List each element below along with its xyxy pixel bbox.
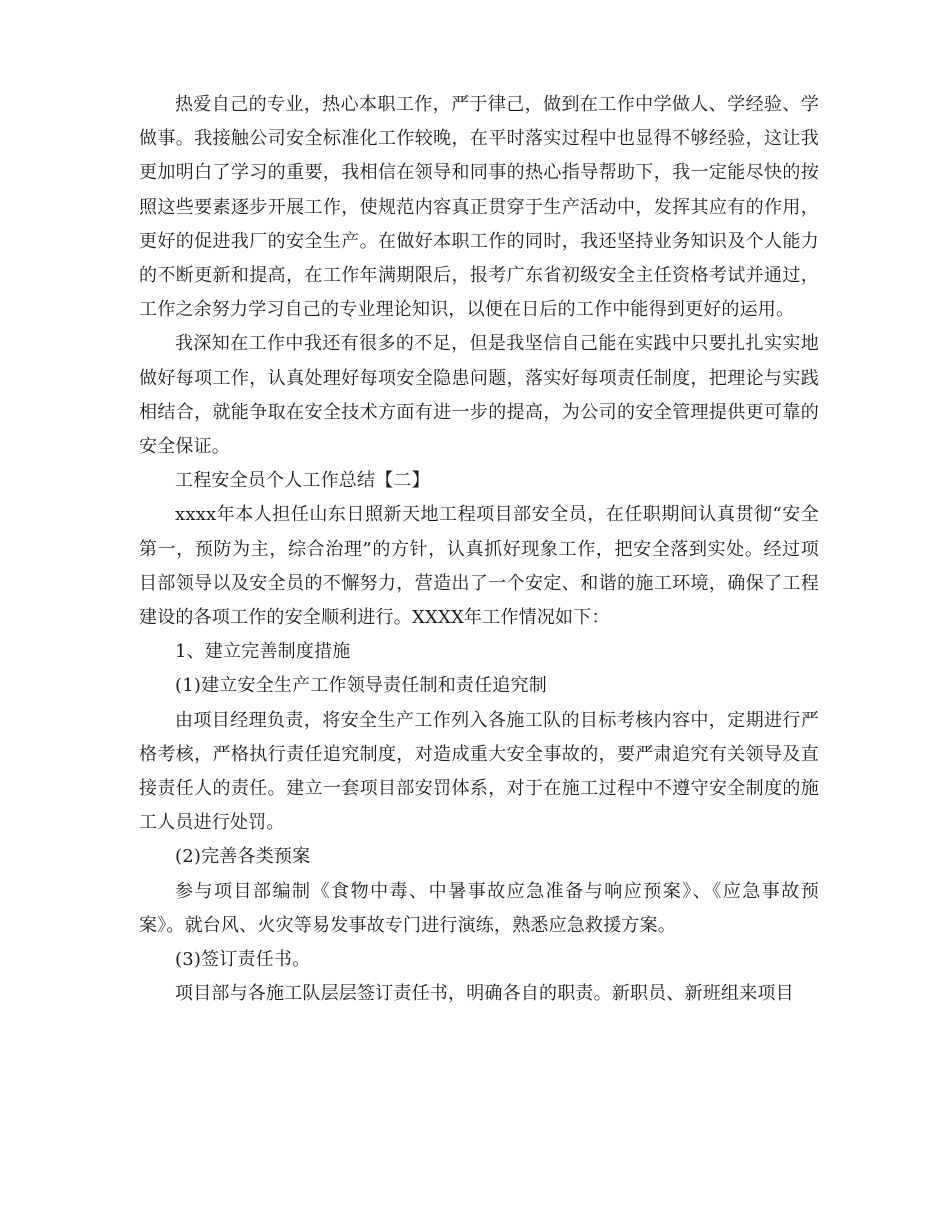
paragraph-1: 热爱自己的专业，热心本职工作，严于律己，做到在工作中学做人、学经验、学做事。我接触公司安全标准化工作较晚，在平时落实过程中也显得不够经验，这让我更加明白了学习的重要，我相信在领导和同事的热心指导帮助下，我一定能尽快的按照这些要素逐步开展工作，使规范内容真正贯穿于生产活动中，发挥其应有的作用，更好的促进我厂的安全生产。在做好本职工作的同时，我还坚持业务知识及个人能力的不断更新和提高，在工作年满期限后，报考广东省初级安全主任资格考试并通过，工作之余努力学习自己的专业理论知识，以便在日后的工作中能得到更好的运用。 <box>139 94 819 321</box>
subheading-3: (3)签订责任书。 <box>175 949 311 971</box>
paragraph-3: xxxx年本人担任山东日照新天地工程项目部安全员，在任职期间认真贯彻“安全第一，预防为主，综合治理”的方针，认真抓好现象工作，把安全落到实处。经过项目部领导以及安全员的不懈努力，营造出了一个安定、和谐的施工环境，确保了工程建设的各项工作的安全顺利进行。XXXX年工作情况如下： <box>139 504 819 629</box>
list-heading-1: 1、建立完善制度措施 <box>175 641 351 663</box>
paragraph-2: 我深知在工作中我还有很多的不足，但是我坚信自己能在实践中只要扎扎实实地做好每项工作，认真处理好每项安全隐患问题，落实好每项责任制度，把理论与实践相结合，就能争取在安全技术方面有进一步的提高，为公司的安全管理提供更可靠的安全保证。 <box>139 333 819 458</box>
document-body <box>139 88 819 1011</box>
paragraph-5: 参与项目部编制《食物中毒、中暑事故应急准备与响应预案》、《应急事故预案》。就台风、火灾等易发事故专门进行演练，熟悉应急救援方案。 <box>139 880 819 936</box>
paragraph-4: 由项目经理负责，将安全生产工作列入各施工队的目标考核内容中，定期进行严格考核，严格执行责任追究制度，对造成重大安全事故的，要严肃追究有关领导及直接责任人的责任。建立一套项目部安罚体系，对于在施工过程中不遵守安全制度的施工人员进行处罚。 <box>139 709 819 834</box>
section-heading: 工程安全员个人工作总结【二】 <box>175 470 430 492</box>
paragraph-6: 项目部与各施工队层层签订责任书，明确各自的职责。新职员、新班组来项目 <box>175 983 794 1005</box>
subheading-2: (2)完善各类预案 <box>175 846 311 868</box>
subheading-1: (1)建立安全生产工作领导责任制和责任追究制 <box>175 675 547 697</box>
